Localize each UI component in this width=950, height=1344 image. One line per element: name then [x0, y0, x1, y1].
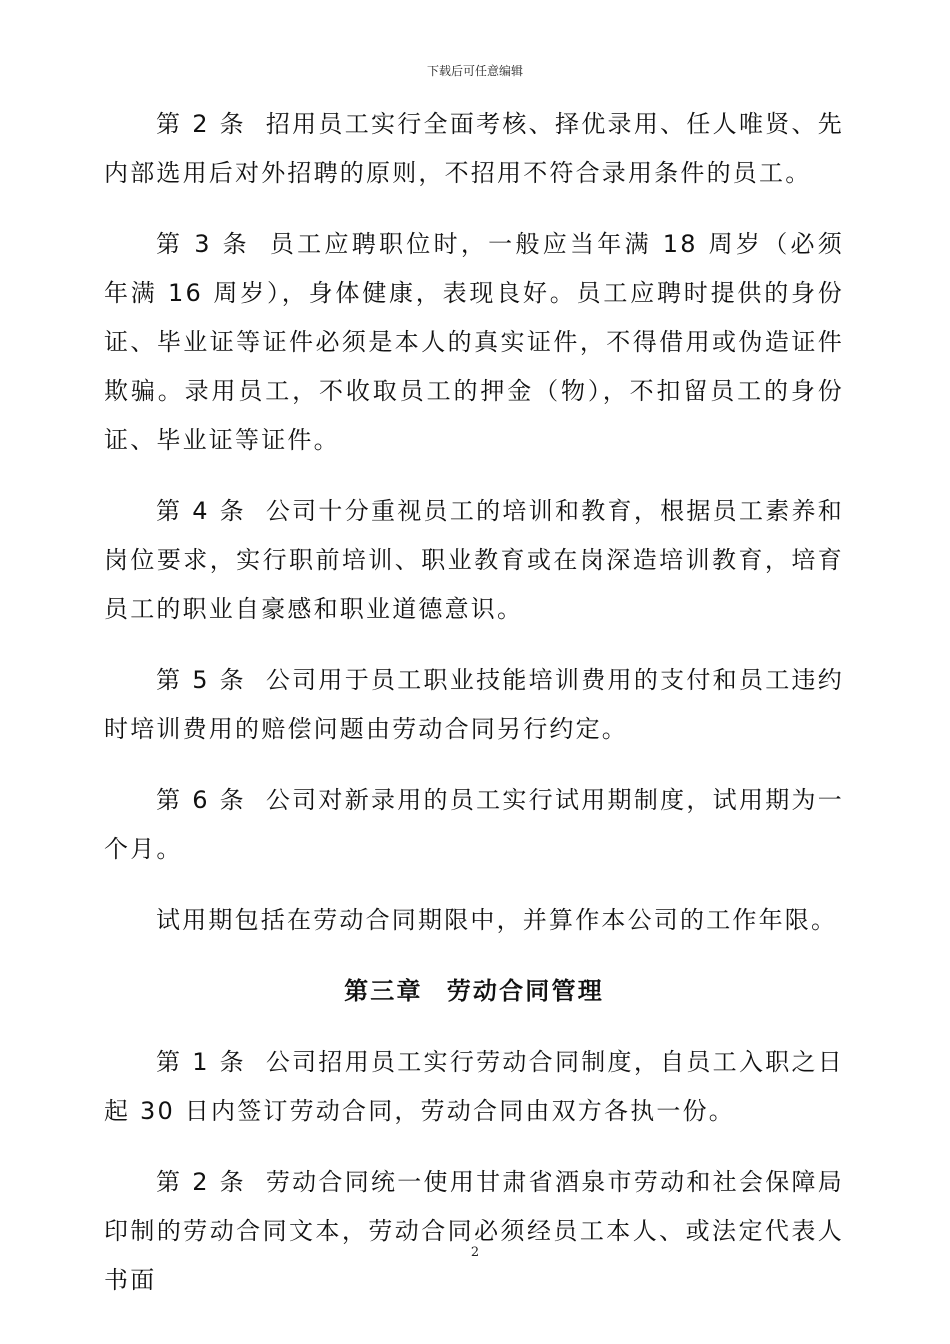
paragraph-text: 试用期包括在劳动合同期限中，并算作本公司的工作年限。: [156, 906, 838, 934]
article-text: 劳动合同统一使用甘肃省酒泉市劳动和社会保障局印制的劳动合同文本，劳动合同必须经员工本人、或法定代表人书面: [104, 1168, 844, 1294]
article-number: 第 4 条: [156, 497, 246, 525]
article-paragraph: [104, 220, 844, 465]
article-paragraph: [104, 1038, 844, 1136]
article-number: 第 6 条: [156, 786, 246, 814]
article-text: 公司招用员工实行劳动合同制度，自员工入职之日起 30 日内签订劳动合同，劳动合同由双方各执一份。: [104, 1048, 844, 1125]
article-text: 公司对新录用的员工实行试用期制度，试用期为一个月。: [104, 786, 844, 863]
article-paragraph: [104, 100, 844, 198]
article-number: 第 1 条: [156, 1048, 246, 1076]
chapter-title: 劳动合同管理: [446, 977, 604, 1005]
article-paragraph: [104, 776, 844, 874]
article-text: 员工应聘职位时，一般应当年满 18 周岁（必须年满 16 周岁），身体健康，表现良好。员工应聘时提供的身份证、毕业证等证件必须是本人的真实证件，不得借用或伪造证件欺骗。录用员工，不收取员工的押金（物），不扣留员工的身份证、毕业证等证件。: [104, 230, 844, 454]
page-number: 2: [470, 1245, 480, 1260]
chapter-number: 第三章: [344, 977, 423, 1005]
article-text: 公司十分重视员工的培训和教育，根据员工素养和岗位要求，实行职前培训、职业教育或在岗深造培训教育，培育员工的职业自豪感和职业道德意识。: [104, 497, 844, 623]
article-number: 第 3 条: [156, 230, 250, 258]
article-paragraph: [104, 656, 844, 754]
article-paragraph: [104, 487, 844, 634]
chapter-heading: [104, 967, 844, 1016]
article-text: 招用员工实行全面考核、择优录用、任人唯贤、先内部选用后对外招聘的原则，不招用不符合录用条件的员工。: [104, 110, 844, 187]
article-paragraph: [104, 1158, 844, 1305]
article-text: 公司用于员工职业技能培训费用的支付和员工违约时培训费用的赔偿问题由劳动合同另行约定。: [104, 666, 844, 743]
body-paragraph: [104, 896, 844, 945]
document-body: [104, 100, 844, 1327]
article-number: 第 2 条: [156, 1168, 246, 1196]
page-header-note: 下载后可任意编辑: [426, 64, 523, 78]
article-number: 第 2 条: [156, 110, 246, 138]
article-number: 第 5 条: [156, 666, 246, 694]
